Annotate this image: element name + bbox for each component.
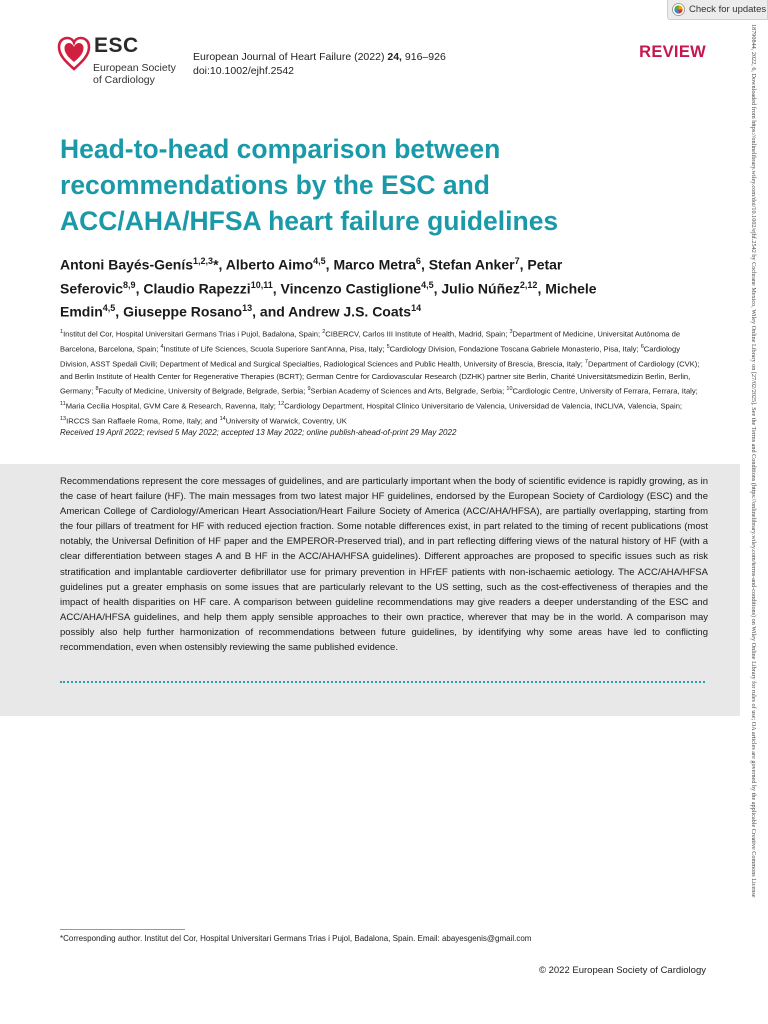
author-name[interactable]: Stefan Anker: [428, 256, 515, 273]
download-margin-text: 18790844, 2022, 6, Downloaded from https://onlinelibrary.wiley.com/doi/10.1002/ejhf.2542 by Cochrane Mexico, Wiley Online Library on [27/02/2025]. See the Terms and Conditions (https://onlinelibrary.wiley.com/terms-and-conditions) on Wiley Online Library for rules of use; OA articles are governed by the applicable Creative Commons License: [750, 24, 757, 898]
author-separator: ,: [135, 280, 144, 297]
footnote-rule: [60, 929, 185, 930]
check-updates-icon: [672, 3, 685, 16]
logo-line-1: European Society: [93, 62, 176, 74]
author-separator: ,: [433, 280, 442, 297]
affiliation-text: Institut del Cor, Hospital Universitari Germans Trias i Pujol, Badalona, Spain;: [63, 329, 323, 339]
affiliation-number: 4: [160, 343, 164, 350]
check-for-updates-button[interactable]: [667, 0, 768, 20]
author-affiliation-sup: 10,11: [250, 279, 273, 290]
affiliation-number: 13: [60, 416, 67, 423]
affiliation-text: Cardiology Division, Fondazione Toscana Gabriele Monasterio, Pisa, Italy;: [389, 344, 641, 354]
affiliation-text: Department of Medicine, Universitat Autònoma de Barcelona, Barcelona, Spain;: [60, 329, 681, 354]
author-list: [60, 251, 700, 322]
author-name[interactable]: Andrew J.S. Coats: [288, 303, 412, 320]
author-name[interactable]: Julio Núñez: [441, 280, 520, 297]
logo-line-2: of Cardiology: [93, 74, 155, 86]
abstract-text: Recommendations represent the core messages of guidelines, and are particularly important when the body of scientific evidence is rapidly growing, as in the case of heart failure (HF). The main messages from two latest major HF guidelines, endorsed by the European Society of Cardiology (ESC) and the American College of Cardiology/American Heart Association/Heart Failure Society of America (ACC/AHA/HFSA), are partially overlapping, starting from the four pillars of treatment for HF with reduced ejection fraction. Some notable differences exist, in part related to the timing of recent publications (most notably, the Universal Definition of HF paper and the EMPEROR-Preserved trial), and in part reflecting differing views of the natural history of HF (with a clear differentiation between stages A and B HF in the ACC/AHA/HFSA guidelines). Different approaches are proposed to specific issues such as risk stratification and implantable cardioverter defibrillator use for primary prevention in HFrEF patients with non-ischaemic aetiology. The ACC/AHA/HFSA guidelines put a greater emphasis on some issues that are particularly relevant to the US setting, such as the cost-effectiveness of therapies and the impact of health disparities on HF care. A comparison between guideline recommendations may give readers a deeper understanding of the ESC and ACC/AHA/HFSA guidelines, and help them apply sensible approaches to their own practice, wherever that may be in the world. A comparison may possibly also help further harmonization of recommendations between future guidelines, by identifying why some areas have led to conflicting recommendation, even when ostensibly reviewing the same published evidence.: [60, 476, 708, 654]
affiliation-number: 8: [95, 386, 99, 393]
affiliation-number: 7: [584, 358, 588, 365]
affiliation-number: 11: [60, 401, 66, 408]
affiliation-text: Institute of Life Sciences, Scuola Superiore Sant'Anna, Pisa, Italy;: [163, 344, 387, 354]
logo-subtitle: [93, 62, 176, 86]
author-affiliation-sup: 13: [242, 303, 253, 314]
author-separator: , and: [252, 303, 289, 320]
corresponding-author-footnote: *Corresponding author. Institut del Cor, Hospital Universitari Germans Trias i Pujol, Badalona, Spain. Email: abayesgenis@gmail.com: [60, 934, 532, 943]
article-title: Head-to-head comparison between recommendations by the ESC and ACC/AHA/HFSA heart failure guidelines: [60, 134, 559, 236]
author-name[interactable]: Claudio Rapezzi: [143, 280, 251, 297]
author-affiliation-sup: 4,5: [102, 303, 116, 314]
article-type-label: REVIEW: [639, 43, 706, 61]
download-margin-note: [745, 24, 759, 1014]
author-separator: ,: [218, 256, 226, 273]
affiliation-text: Maria Cecilia Hospital, GVM Care & Research, Ravenna, Italy;: [65, 401, 279, 411]
journal-doi[interactable]: doi:10.1002/ejhf.2542: [193, 65, 295, 77]
author-name[interactable]: Michele Emdin: [60, 280, 597, 320]
affiliation-text: Department of Cardiology (CVK); and Berlin Institute of Health Center for Regenerative Therapies (BCRT); German Centre for Cardiovascular Research (DZHK) partner site Berlin, Charité Universitätsmedizin Berlin, Berlin, Germany;: [60, 359, 700, 396]
author-separator: ,: [115, 303, 124, 320]
journal-volume: 24,: [387, 51, 402, 63]
affiliation-text: CIBERCV, Carlos III Institute of Health, Madrid, Spain;: [325, 329, 510, 339]
corresponding-author-marker: *: [213, 256, 219, 273]
author-affiliation-sup: 4,5: [313, 256, 326, 266]
author-name[interactable]: Giuseppe Rosano: [123, 303, 243, 320]
affiliation-text: Cardiology Division, ASST Spedali Civili; Department of Medical and Surgical Specialties, Radiological Sciences and Public Health, University of Brescia, Brescia, Italy;: [60, 344, 681, 369]
esc-heart-icon: [57, 36, 91, 72]
author-affiliation-sup: 8,9: [123, 279, 136, 290]
check-updates-label: Check for updates: [689, 4, 767, 15]
affiliation-text: Faculty of Medicine, University of Belgrade, Belgrade, Serbia;: [98, 386, 308, 396]
abstract-dotted-divider: [60, 681, 705, 683]
author-name[interactable]: Marco Metra: [333, 256, 416, 273]
affiliation-text: Serbian Academy of Sciences and Arts, Belgrade, Serbia;: [310, 386, 507, 396]
journal-name-line: [193, 50, 446, 64]
affiliations: [60, 326, 710, 428]
affiliation-text: Cardiologic Centre, University of Ferrara, Ferrara, Italy;: [512, 386, 698, 396]
logo-abbrev: ESC: [94, 34, 139, 57]
affiliation-number: 2: [322, 329, 326, 335]
author-affiliation-sup: 7: [514, 256, 520, 266]
esc-logo: [57, 36, 187, 90]
affiliation-text: University of Warwick, Coventry, UK: [225, 416, 347, 426]
author-separator: ,: [272, 280, 281, 297]
author-name[interactable]: Antoni Bayés-Genís: [60, 256, 194, 273]
affiliation-number: 6: [640, 343, 644, 350]
author-name[interactable]: Alberto Aimo: [225, 256, 314, 273]
author-affiliation-sup: 4,5: [421, 279, 434, 290]
affiliation-number: 5: [386, 343, 390, 350]
received-dates: Received 19 April 2022; revised 5 May 2022; accepted 13 May 2022; online publish-ahead-of-print 29 May 2022: [60, 428, 457, 437]
affiliation-text: Cardiology Department, Hospital Clínico Universitario de Valencia, Universidad de Valencia, INCLIVA, Valencia, Spain;: [284, 401, 683, 411]
author-name[interactable]: Vincenzo Castiglione: [280, 280, 422, 297]
affiliation-number: 12: [278, 401, 285, 408]
author-name[interactable]: Petar Seferovic: [60, 256, 563, 297]
author-affiliation-sup: 14: [411, 303, 422, 314]
affiliation-number: 9: [307, 386, 311, 393]
copyright-notice: © 2022 European Society of Cardiology: [538, 965, 706, 976]
journal-name: European Journal of Heart Failure (2022): [193, 51, 385, 63]
author-affiliation-sup: 2,12: [519, 279, 538, 290]
affiliation-text: IRCCS San Raffaele Roma, Rome, Italy; and: [66, 416, 220, 426]
affiliation-number: 1: [60, 329, 64, 335]
affiliation-number: 14: [219, 416, 226, 423]
journal-pages: 916–926: [404, 51, 446, 63]
author-separator: ,: [325, 256, 334, 273]
affiliation-number: 10: [506, 386, 513, 393]
author-separator: ,: [537, 280, 546, 297]
author-separator: ,: [420, 256, 429, 273]
author-affiliation-sup: 1,2,3: [193, 256, 214, 266]
affiliation-number: 3: [509, 329, 513, 335]
journal-citation: [193, 50, 446, 78]
author-separator: ,: [519, 256, 528, 273]
author-affiliation-sup: 6: [415, 256, 421, 266]
